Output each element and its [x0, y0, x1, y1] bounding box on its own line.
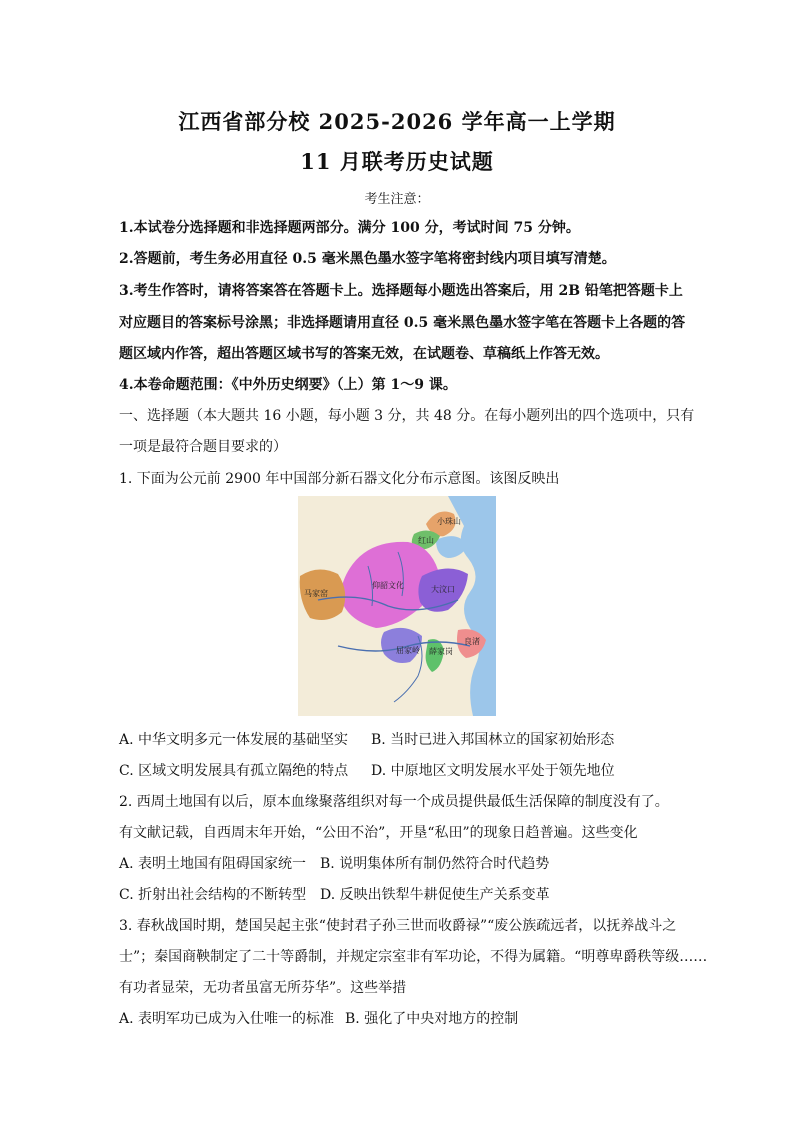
exam-title-line2: 11 月联考历史试题 — [300, 149, 494, 174]
exam-title-line1: 江西省部分校 2025-2026 学年高一上学期 — [178, 109, 616, 134]
notice-3: 3.考生作答时，请将答案答在答题卡上。选择题每小题选出答案后，用 2B 铅笔把答题卡上 — [119, 283, 683, 299]
map-label-yangshao: 仰韶文化 — [372, 581, 404, 590]
q2-option-b: B. 说明集体所有制仍然符合时代趋势 — [320, 856, 550, 872]
map-label-qujialing: 屈家岭 — [396, 646, 420, 655]
q1-stem: 1. 下面为公元前 2900 年中国部分新石器文化分布示意图。该图反映出 — [119, 471, 560, 487]
q3-option-b: B. 强化了中央对地方的控制 — [345, 1011, 519, 1027]
q2-stem-line1: 2. 西周土地国有以后，原本血缘聚落组织对每一个成员提供最低生活保障的制度没有了。 — [119, 794, 669, 810]
q2-option-d: D. 反映出铁犁牛耕促使生产关系变革 — [320, 887, 550, 903]
section-heading-line1: 一、选择题（本大题共 16 小题，每小题 3 分，共 48 分。在每小题列出的四个选项中，只有 — [119, 408, 695, 424]
notice-1: 1.本试卷分选择题和非选择题两部分。满分 100 分，考试时间 75 分钟。 — [119, 220, 580, 236]
map-label-xuejiagang: 薛家岗 — [429, 647, 453, 656]
q1-option-b: B. 当时已进入邦国林立的国家初始形态 — [371, 732, 615, 748]
notice-4: 4.本卷命题范围：《中外历史纲要》（上）第 1～9 课。 — [119, 377, 457, 393]
map-label-xiaozhushan: 小珠山 — [437, 517, 461, 526]
map-label-liangzhu: 良渚 — [464, 637, 480, 646]
section-heading-line2: 一项是最符合题目要求的） — [119, 439, 287, 455]
notice-2: 2.答题前，考生务必用直径 0.5 毫米黑色墨水签字笔将密封线内项目填写清楚。 — [119, 251, 616, 267]
q3-option-a: A. 表明军功已成为入仕唯一的标准 — [119, 1011, 335, 1027]
q3-stem-line1: 3. 春秋战国时期，楚国吴起主张“使封君子孙三世而收爵禄”“废公族疏远者，以抚养战斗之 — [119, 918, 677, 934]
notice-3-cont-1: 对应题目的答案标号涂黑；非选择题请用直径 0.5 毫米黑色墨水签字笔在答题卡上各题的答 — [119, 315, 686, 331]
q1-option-a: A. 中华文明多元一体发展的基础坚实 — [119, 732, 349, 748]
map-label-majiayao: 马家窑 — [304, 589, 328, 598]
notice-heading: 考生注意： — [364, 192, 430, 207]
map-label-hongshan: 红山 — [418, 536, 434, 545]
map-label-dawenkou: 大汶口 — [431, 585, 455, 594]
q1-option-d: D. 中原地区文明发展水平处于领先地位 — [371, 763, 615, 779]
q2-option-c: C. 折射出社会结构的不断转型 — [119, 887, 307, 903]
q2-stem-line2: 有文献记载，自西周末年开始，“公田不治”，开垦“私田”的现象日趋普遍。这些变化 — [119, 825, 638, 841]
q1-option-c: C. 区域文明发展具有孤立隔绝的特点 — [119, 763, 349, 779]
q3-stem-line2: 士”；秦国商鞅制定了二十等爵制，并规定宗室非有军功论，不得为属籍。“明尊卑爵秩等级…… — [119, 949, 708, 965]
notice-3-cont-2: 题区域内作答，超出答题区域书写的答案无效，在试题卷、草稿纸上作答无效。 — [119, 346, 609, 362]
q2-option-a: A. 表明土地国有阻碍国家统一 — [119, 856, 307, 872]
q3-stem-line3: 有功者显荣，无功者虽富无所芬华”。这些举措 — [119, 980, 407, 996]
neolithic-culture-map — [298, 496, 496, 716]
